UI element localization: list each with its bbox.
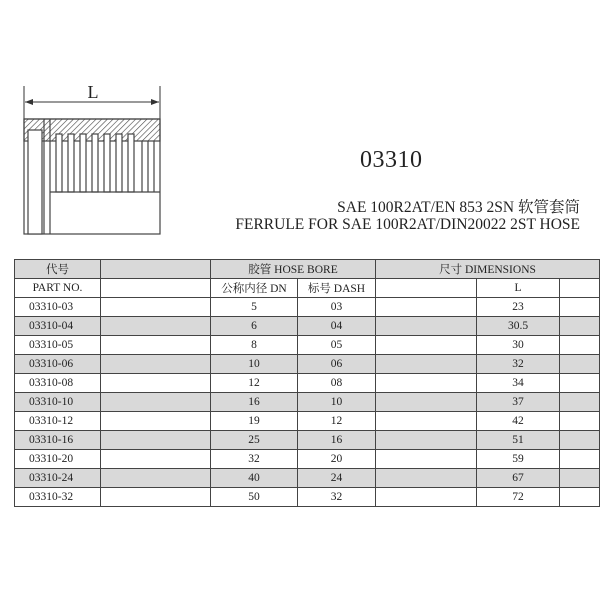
blank-cell xyxy=(101,355,211,374)
length-cell: 72 xyxy=(477,488,560,507)
dash-cell: 08 xyxy=(298,374,376,393)
blank-cell xyxy=(376,298,477,317)
dimensions-table xyxy=(14,259,600,507)
dash-cell: 10 xyxy=(298,393,376,412)
part-no-cell: 03310-12 xyxy=(15,412,101,431)
table-row xyxy=(15,374,600,393)
part-no-cell: 03310-05 xyxy=(15,336,101,355)
blank-cell xyxy=(560,393,600,412)
ferrule-body xyxy=(24,119,160,234)
part-no-cell: 03310-32 xyxy=(15,488,101,507)
part-no-cell: 03310-06 xyxy=(15,355,101,374)
blank-cell xyxy=(376,412,477,431)
header-l: L xyxy=(477,279,560,298)
blank-cell xyxy=(376,488,477,507)
dn-cell: 8 xyxy=(211,336,298,355)
table-row xyxy=(15,298,600,317)
dash-cell: 16 xyxy=(298,431,376,450)
length-cell: 59 xyxy=(477,450,560,469)
blank-cell xyxy=(101,450,211,469)
table-row xyxy=(15,431,600,450)
table-row xyxy=(15,355,600,374)
subtitle-en: FERRULE FOR SAE 100R2AT/DIN20022 2ST HOSE xyxy=(235,216,580,233)
blank-cell xyxy=(101,412,211,431)
blank-cell xyxy=(376,469,477,488)
header-dimensions: 尺寸 DIMENSIONS xyxy=(376,260,600,279)
blank-cell xyxy=(376,431,477,450)
table-row xyxy=(15,336,600,355)
blank-cell xyxy=(101,488,211,507)
blank-cell xyxy=(376,317,477,336)
blank-cell xyxy=(560,355,600,374)
part-no-cell: 03310-16 xyxy=(15,431,101,450)
dash-cell: 05 xyxy=(298,336,376,355)
blank-cell xyxy=(376,374,477,393)
table-row xyxy=(15,317,600,336)
part-no-cell: 03310-24 xyxy=(15,469,101,488)
blank-cell xyxy=(560,469,600,488)
blank-cell xyxy=(560,431,600,450)
table-row xyxy=(15,488,600,507)
blank-cell xyxy=(101,298,211,317)
part-no-cell: 03310-10 xyxy=(15,393,101,412)
header-blank xyxy=(101,260,211,279)
blank-cell xyxy=(376,336,477,355)
dn-cell: 5 xyxy=(211,298,298,317)
header-part-no: PART NO. xyxy=(15,279,101,298)
dash-cell: 12 xyxy=(298,412,376,431)
blank-cell xyxy=(376,450,477,469)
subtitle-cn: SAE 100R2AT/EN 853 2SN 软管套筒 xyxy=(337,199,580,216)
table-row xyxy=(15,469,600,488)
dn-cell: 19 xyxy=(211,412,298,431)
blank-cell xyxy=(101,431,211,450)
part-no-cell: 03310-04 xyxy=(15,317,101,336)
subheader-row xyxy=(15,279,600,298)
ferrule-drawing xyxy=(14,82,164,242)
header-dash: 标号 DASH xyxy=(298,279,376,298)
length-cell: 42 xyxy=(477,412,560,431)
dn-cell: 10 xyxy=(211,355,298,374)
dn-cell: 6 xyxy=(211,317,298,336)
dn-cell: 40 xyxy=(211,469,298,488)
blank-cell xyxy=(560,488,600,507)
blank-cell xyxy=(101,317,211,336)
dn-cell: 16 xyxy=(211,393,298,412)
blank-cell xyxy=(560,374,600,393)
blank-cell xyxy=(101,393,211,412)
part-no-cell: 03310-20 xyxy=(15,450,101,469)
blank-cell xyxy=(560,336,600,355)
blank-cell xyxy=(101,374,211,393)
length-cell: 32 xyxy=(477,355,560,374)
length-cell: 51 xyxy=(477,431,560,450)
dash-cell: 20 xyxy=(298,450,376,469)
header-hose-bore: 胶管 HOSE BORE xyxy=(211,260,376,279)
dash-cell: 24 xyxy=(298,469,376,488)
blank-cell xyxy=(376,355,477,374)
length-cell: 30 xyxy=(477,336,560,355)
length-cell: 23 xyxy=(477,298,560,317)
dash-cell: 04 xyxy=(298,317,376,336)
length-cell: 34 xyxy=(477,374,560,393)
dn-cell: 32 xyxy=(211,450,298,469)
part-no-cell: 03310-08 xyxy=(15,374,101,393)
header-code-cn: 代号 xyxy=(15,260,101,279)
blank-cell xyxy=(560,412,600,431)
blank-cell xyxy=(101,469,211,488)
blank-cell xyxy=(376,393,477,412)
length-cell: 37 xyxy=(477,393,560,412)
length-cell: 67 xyxy=(477,469,560,488)
blank-cell xyxy=(560,317,600,336)
dash-cell: 03 xyxy=(298,298,376,317)
blank-cell xyxy=(560,450,600,469)
header-blank xyxy=(560,279,600,298)
table-row xyxy=(15,450,600,469)
blank-cell xyxy=(560,298,600,317)
table-row xyxy=(15,412,600,431)
header-blank xyxy=(101,279,211,298)
dn-cell: 25 xyxy=(211,431,298,450)
header-row xyxy=(15,260,600,279)
dash-cell: 32 xyxy=(298,488,376,507)
dn-cell: 50 xyxy=(211,488,298,507)
dn-cell: 12 xyxy=(211,374,298,393)
header-blank xyxy=(376,279,477,298)
blank-cell xyxy=(101,336,211,355)
part-number-title: 03310 xyxy=(360,147,423,173)
dash-cell: 06 xyxy=(298,355,376,374)
table-row xyxy=(15,393,600,412)
length-cell: 30.5 xyxy=(477,317,560,336)
header-dn: 公称内径 DN xyxy=(211,279,298,298)
dimension-label: L xyxy=(87,82,99,102)
part-no-cell: 03310-03 xyxy=(15,298,101,317)
